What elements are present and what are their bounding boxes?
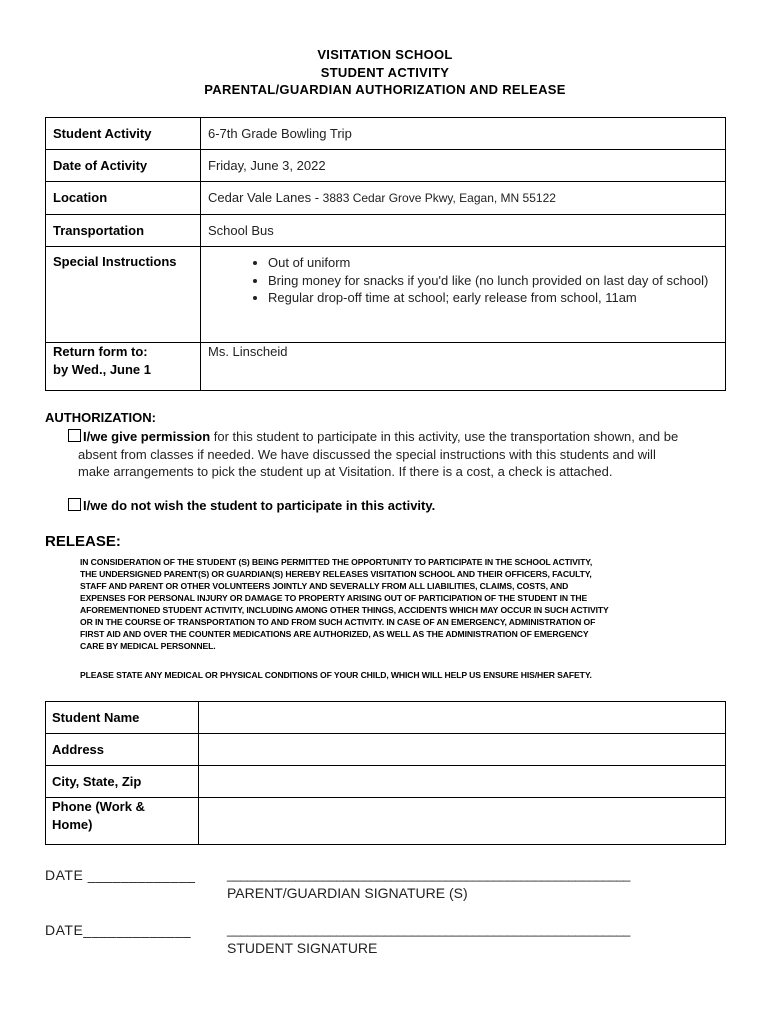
release-line: FIRST AID AND OVER THE COUNTER MEDICATIONS ARE AUTHORIZED, AS WELL AS THE ADMINISTRATION OF EMERGENCY <box>80 629 589 639</box>
release-line: CARE BY MEDICAL PERSONNEL. <box>80 641 216 651</box>
medical-note: PLEASE STATE ANY MEDICAL OR PHYSICAL CONDITIONS OF YOUR CHILD, WHICH WILL HELP US ENSURE HIS/HER SAFETY. <box>80 670 592 680</box>
location-label: Location <box>46 182 201 215</box>
release-line: OR IN THE COURSE OF TRANSPORTATION TO AND FROM SUCH ACTIVITY. IN CASE OF AN EMERGENCY, ADMINISTRATION OF <box>80 617 596 627</box>
permission-line2: absent from classes if needed. We have discussed the special instructions with this students and will <box>78 446 656 462</box>
special-label: Special Instructions <box>46 247 201 343</box>
table-row <box>46 766 726 798</box>
student-name-field[interactable] <box>199 702 726 734</box>
student-signature-label: STUDENT SIGNATURE <box>227 940 378 956</box>
table-row <box>46 118 726 150</box>
location-name: Cedar Vale Lanes - <box>208 190 323 205</box>
permission-checkbox[interactable] <box>68 429 81 442</box>
location-address: 3883 Cedar Grove Pkwy, Eagan, MN 55122 <box>322 191 556 205</box>
release-line: IN CONSIDERATION OF THE STUDENT (S) BEING PERMITTED THE OPPORTUNITY TO PARTICIPATE IN THE SCHOOL ACTIVITY, <box>80 557 593 567</box>
transport-label: Transportation <box>46 215 201 247</box>
table-row <box>46 247 726 343</box>
special-value <box>201 247 726 343</box>
date-label: Date of Activity <box>46 150 201 182</box>
permission-line3: make arrangements to pick the student up at Visitation. If there is a cost, a check is attached. <box>78 464 613 479</box>
student-name-label: Student Name <box>46 702 199 734</box>
table-row <box>46 150 726 182</box>
table-row <box>46 215 726 247</box>
list-item: • Regular drop-off time at school; early release from school, 11am <box>268 289 718 307</box>
student-signature-line[interactable]: ___________________________________________________________ <box>227 922 630 937</box>
release-body <box>80 556 730 652</box>
address-label: Address <box>46 734 199 766</box>
form-heading: PARENTAL/GUARDIAN AUTHORIZATION AND RELEASE <box>204 82 566 97</box>
table-row <box>46 734 726 766</box>
activity-info-table <box>45 117 726 391</box>
instructions-list <box>208 254 718 307</box>
release-line: AFOREMENTIONED STUDENT ACTIVITY, INCLUDING AMONG OTHER THINGS, ACCIDENTS WHICH MAY OCCUR IN SUCH ACTIVITY <box>80 605 609 615</box>
permission-option <box>68 428 678 481</box>
parent-signature-line[interactable]: ___________________________________________________________ <box>227 867 630 882</box>
permission-bold: I/we give permission <box>83 429 211 444</box>
permission-text: for this student to participate in this activity, use the transportation shown, and be <box>210 429 679 444</box>
return-label-line2: by Wed., June 1 <box>53 362 152 377</box>
phone-field[interactable] <box>199 798 726 845</box>
phone-label-line1: Phone (Work & <box>52 799 145 814</box>
deny-text: I/we do not wish the student to participate in this activity. <box>83 498 436 513</box>
list-item: • Bring money for snacks if you'd like (no lunch provided on last day of school) <box>268 272 718 290</box>
table-row <box>46 798 726 845</box>
activity-value: 6-7th Grade Bowling Trip <box>201 118 726 150</box>
return-label <box>46 343 201 391</box>
school-name: VISITATION SCHOOL <box>317 47 453 62</box>
table-row <box>46 702 726 734</box>
deny-checkbox[interactable] <box>68 498 81 511</box>
table-row <box>46 343 726 391</box>
authorization-heading: AUTHORIZATION: <box>45 410 156 425</box>
activity-label: Student Activity <box>46 118 201 150</box>
address-field[interactable] <box>199 734 726 766</box>
student-date-line[interactable]: DATE_____________ <box>45 922 192 938</box>
deny-option <box>68 497 435 515</box>
city-state-zip-label: City, State, Zip <box>46 766 199 798</box>
return-value: Ms. Linscheid <box>201 343 726 391</box>
parent-date-line[interactable]: DATE _____________ <box>45 867 196 883</box>
location-value <box>201 182 726 215</box>
city-state-zip-field[interactable] <box>199 766 726 798</box>
release-line: THE UNDERSIGNED PARENT(S) OR GUARDIAN(S) HEREBY RELEASES VISITATION SCHOOL AND THEIR OFFICERS, FACULTY, <box>80 569 592 579</box>
list-item: • Out of uniform <box>268 254 718 272</box>
form-subtitle: STUDENT ACTIVITY <box>320 64 450 80</box>
parent-signature-label: PARENT/GUARDIAN SIGNATURE (S) <box>227 885 468 901</box>
phone-label-line2: Home) <box>52 817 93 832</box>
transport-value: School Bus <box>201 215 726 247</box>
release-heading: RELEASE: <box>45 533 121 550</box>
release-line: EXPENSES FOR PERSONAL INJURY OR DAMAGE TO PROPERTY ARISING OUT OF PARTICIPATION OF THE STUDENT IN THE <box>80 593 588 603</box>
release-line: STAFF AND PARENT OR OTHER VOLUNTEERS JOINTLY AND SEVERALLY FROM ALL LIABILITIES, CLAIMS, COSTS, AND <box>80 581 569 591</box>
document-title <box>0 46 770 99</box>
table-row <box>46 182 726 215</box>
student-info-table <box>45 701 726 845</box>
return-label-line1: Return form to: <box>53 344 148 359</box>
date-value: Friday, June 3, 2022 <box>201 150 726 182</box>
phone-label <box>46 798 199 845</box>
